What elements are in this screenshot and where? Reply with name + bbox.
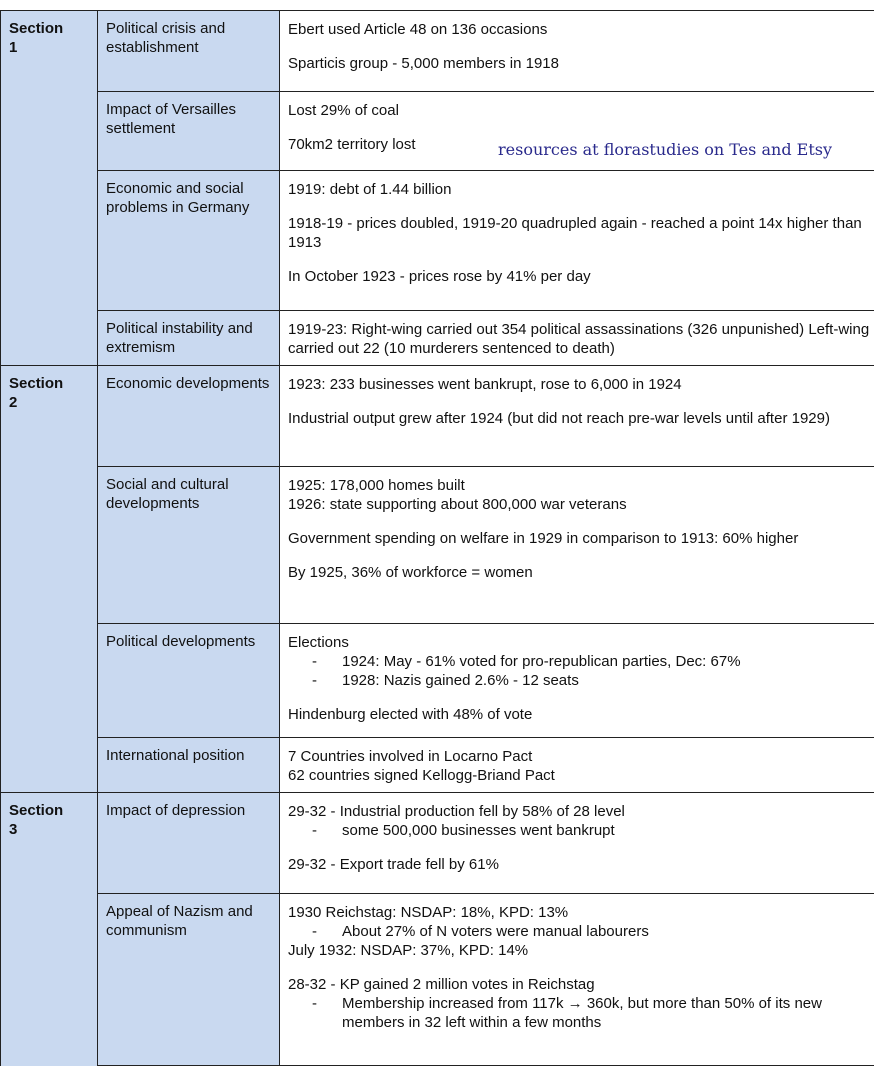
facts-cell: 1925: 178,000 homes built 1926: state supporting about 800,000 war veterans Government spending on welfare in 1929 in comparison to 1913: 60% higher By 1925, 36% of workforce = women <box>280 467 874 624</box>
topic-cell: Political instability and extremism <box>98 311 280 366</box>
facts-cell: Lost 29% of coal 70km2 territory lost <box>280 92 874 171</box>
topic-cell: Impact of Versailles settlement <box>98 92 280 171</box>
topic-cell: Political crisis and establishment <box>98 11 280 92</box>
facts-cell: Ebert used Article 48 on 136 occasions Sparticis group - 5,000 members in 1918 <box>280 11 874 92</box>
section-label-continued <box>1 171 98 311</box>
table-row <box>1 467 874 624</box>
topic-cell: Social and cultural developments <box>98 467 280 624</box>
table-row <box>1 624 874 738</box>
section-label-continued <box>1 738 98 793</box>
topic-cell: Economic developments <box>98 366 280 467</box>
section-label-continued <box>1 894 98 1066</box>
facts-cell: 1919-23: Right-wing carried out 354 political assassinations (326 unpunished) Left-wing carried out 22 (10 murderers sentenced to death) <box>280 311 874 366</box>
section-label: Section 2 <box>1 366 98 467</box>
facts-cell: Elections - 1924: May - 61% voted for pro-republican parties, Dec: 67% - 1928: Nazis gained 2.6% - 12 seats Hindenburg elected with 48% of vote <box>280 624 874 738</box>
facts-cell: 1923: 233 businesses went bankrupt, rose to 6,000 in 1924 Industrial output grew after 1924 (but did not reach pre-war levels until after 1929) <box>280 366 874 467</box>
table-row <box>1 894 874 1066</box>
facts-cell: 7 Countries involved in Locarno Pact 62 countries signed Kellogg-Briand Pact <box>280 738 874 793</box>
section-label-continued <box>1 624 98 738</box>
table-row <box>1 311 874 366</box>
revision-table <box>0 10 874 1066</box>
facts-cell: 1919: debt of 1.44 billion 1918-19 - prices doubled, 1919-20 quadrupled again - reached a point 14x higher than 1913 In October 1923 - prices rose by 41% per day <box>280 171 874 311</box>
table-row <box>1 171 874 311</box>
topic-cell: Political developments <box>98 624 280 738</box>
section-label-continued <box>1 92 98 171</box>
table-row <box>1 738 874 793</box>
section-label: Section 1 <box>1 11 98 92</box>
table-row <box>1 793 874 894</box>
watermark: resources at florastudies on Tes and Etsy <box>498 140 832 159</box>
table-row <box>1 366 874 467</box>
table-row <box>1 11 874 92</box>
topic-cell: Appeal of Nazism and communism <box>98 894 280 1066</box>
section-label-continued <box>1 467 98 624</box>
section-label-continued <box>1 311 98 366</box>
facts-cell: 29-32 - Industrial production fell by 58% of 28 level - some 500,000 businesses went bankrupt 29-32 - Export trade fell by 61% <box>280 793 874 894</box>
topic-cell: International position <box>98 738 280 793</box>
topic-cell: Impact of depression <box>98 793 280 894</box>
topic-cell: Economic and social problems in Germany <box>98 171 280 311</box>
facts-cell: 1930 Reichstag: NSDAP: 18%, KPD: 13% - About 27% of N voters were manual labourers July 1932: NSDAP: 37%, KPD: 14% 28-32 - KP gained 2 million votes in Reichstag - Membership increased from 117k → 360k, but more than 50% of its new members in 32 left within a few months <box>280 894 874 1066</box>
section-label: Section 3 <box>1 793 98 894</box>
